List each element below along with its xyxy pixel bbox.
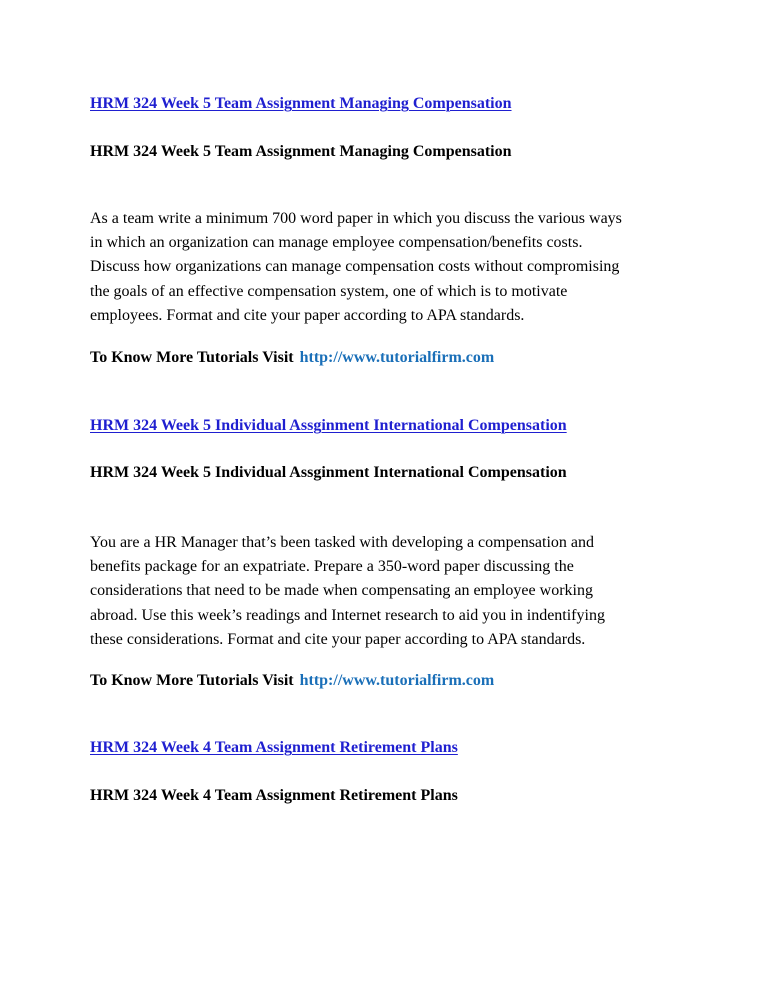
section-1-body-line: in which an organization can manage employee compensation/benefits costs.: [90, 234, 583, 252]
section-2-title-link[interactable]: HRM 324 Week 5 Individual Assginment International Compensation: [90, 417, 567, 434]
section-3-heading: HRM 324 Week 4 Team Assignment Retirement Plans: [90, 787, 458, 804]
section-1-heading: HRM 324 Week 5 Team Assignment Managing Compensation: [90, 143, 512, 160]
section-2-visit-label: To Know More Tutorials Visit: [90, 672, 294, 689]
section-2-body-line: these considerations. Format and cite your paper according to APA standards.: [90, 630, 586, 648]
section-1-body-line: Discuss how organizations can manage compensation costs without compromising: [90, 258, 620, 276]
section-2-body-line: abroad. Use this week’s readings and Internet research to aid you in indentifying: [90, 606, 605, 624]
section-2-visit-line: [90, 669, 494, 693]
section-2-body-line: considerations that need to be made when compensating an employee working: [90, 582, 593, 600]
section-1-title-link[interactable]: HRM 324 Week 5 Team Assignment Managing Compensation: [90, 95, 512, 112]
section-1-visit-url-link[interactable]: http://www.tutorialfirm.com: [299, 349, 495, 366]
section-1-visit-label: To Know More Tutorials Visit: [90, 349, 294, 366]
section-2-body-line: You are a HR Manager that’s been tasked with developing a compensation and: [90, 534, 595, 551]
section-1-body-line: employees. Format and cite your paper according to APA standards.: [90, 306, 525, 324]
section-2-body: [90, 531, 690, 652]
section-2-heading: HRM 324 Week 5 Individual Assginment International Compensation: [90, 464, 567, 481]
section-2-body-line: benefits package for an expatriate. Prepare a 350-word paper discussing the: [90, 558, 574, 576]
section-1-body: [90, 207, 690, 328]
section-3-title-link[interactable]: HRM 324 Week 4 Team Assignment Retirement Plans: [90, 739, 458, 756]
section-1-body-line: As a team write a minimum 700 word paper in which you discuss the various ways: [90, 210, 622, 227]
section-1-visit-line: [90, 346, 494, 370]
section-1-body-line: the goals of an effective compensation system, one of which is to motivate: [90, 282, 568, 300]
section-2-visit-url-link[interactable]: http://www.tutorialfirm.com: [299, 672, 495, 689]
